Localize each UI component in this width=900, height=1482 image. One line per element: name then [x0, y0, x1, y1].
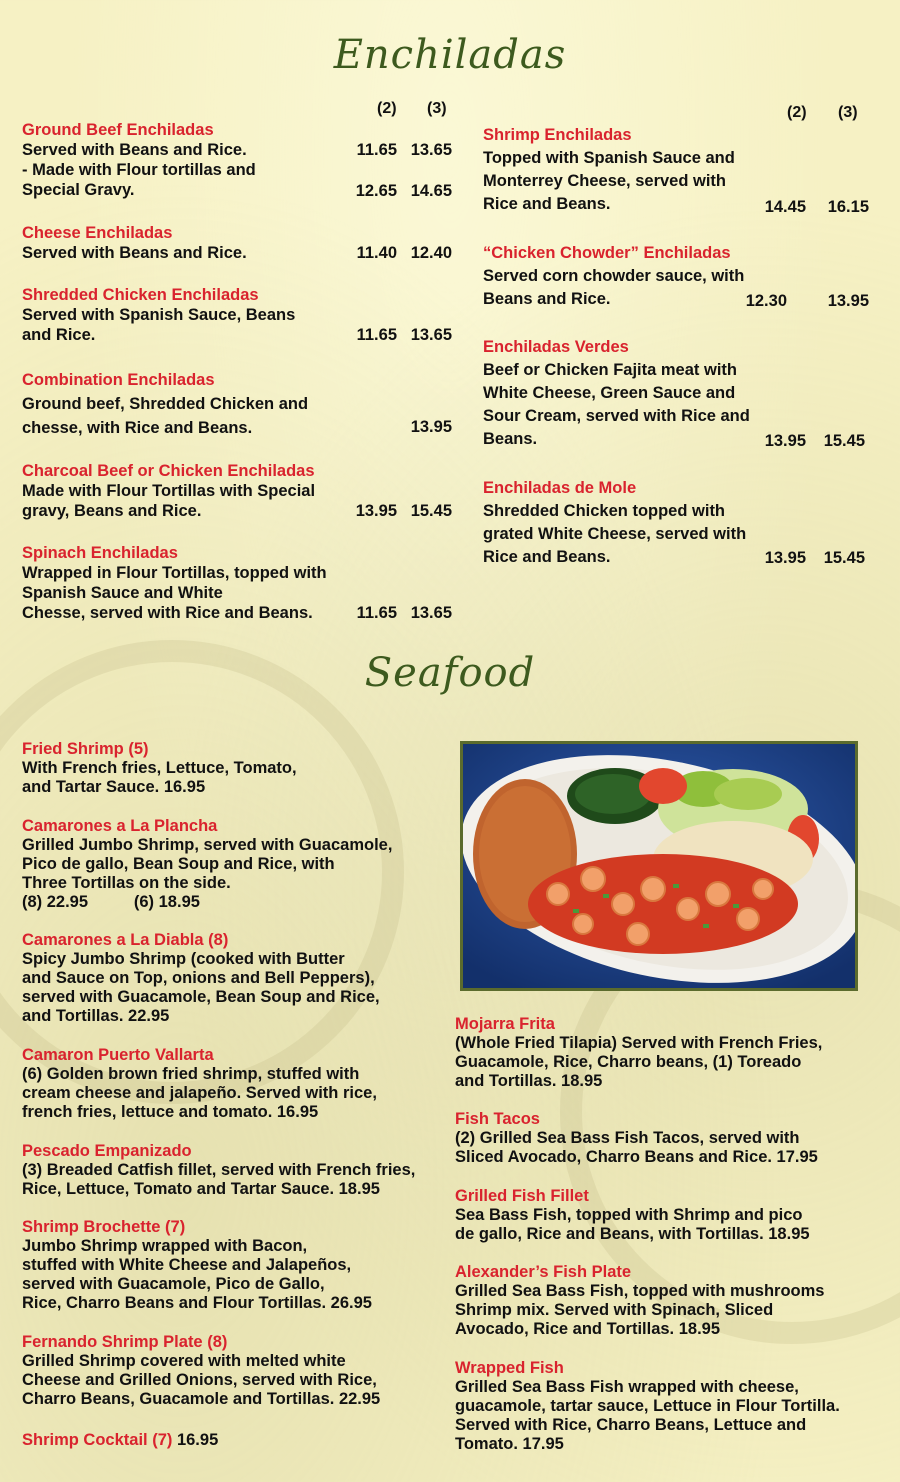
price-2: 13.95	[764, 432, 806, 450]
seafood-plate-illustration	[463, 744, 855, 988]
item-desc: french fries, lettuce and tomato. 16.95	[22, 1103, 319, 1121]
item-name: Wrapped Fish	[455, 1359, 564, 1377]
item-desc: Beef or Chicken Fajita meat with	[483, 361, 737, 379]
item-desc: Wrapped in Flour Tortillas, topped with	[22, 564, 327, 582]
menu-item-fernando-shrimp-plate	[22, 1333, 452, 1409]
price-3: 13.65	[410, 604, 452, 622]
item-name: Cheese Enchiladas	[22, 224, 173, 242]
item-name: Camarones a La Diabla (8)	[22, 931, 229, 949]
price-3: 16.15	[827, 198, 869, 216]
item-desc: Served with Spanish Sauce, Beans	[22, 306, 296, 324]
item-name: Enchiladas de Mole	[483, 479, 637, 497]
item-desc: served with Guacamole, Bean Soup and Rice,	[22, 988, 380, 1006]
item-desc: Rice and Beans.	[483, 195, 611, 213]
price-2: 11.40	[356, 244, 397, 262]
item-desc: White Cheese, Green Sauce and	[483, 384, 736, 402]
price-2: 11.65	[356, 604, 397, 622]
menu-item-camaron-puerto-vallarta	[22, 1046, 452, 1122]
item-name: Shrimp Enchiladas	[483, 126, 632, 144]
item-name: Shrimp Cocktail (7)	[22, 1431, 173, 1449]
item-name: Shrimp Brochette (7)	[22, 1218, 186, 1236]
menu-item-mojarra-frita	[455, 1015, 885, 1091]
item-desc: Monterrey Cheese, served with	[483, 172, 727, 190]
price-2: 12.30	[745, 292, 787, 310]
menu-item-grilled-fish-fillet	[455, 1187, 885, 1244]
price-2: 14.45	[764, 198, 806, 216]
item-name: Ground Beef Enchiladas	[22, 121, 214, 139]
menu-item-combination-enchiladas	[22, 371, 462, 441]
item-desc: Sea Bass Fish, topped with Shrimp and pico	[455, 1206, 803, 1224]
price-3: 13.65	[410, 326, 452, 344]
item-desc: Special Gravy.	[22, 181, 135, 199]
item-desc: Spanish Sauce and White	[22, 584, 223, 602]
item-desc: - Made with Flour tortillas and	[22, 161, 256, 179]
item-desc: Grilled Sea Bass Fish, topped with mushrooms	[455, 1282, 825, 1300]
menu-item-cheese-enchiladas	[22, 224, 462, 269]
price-2: 12.65	[355, 182, 397, 200]
item-desc: Guacamole, Rice, Charro beans, (1) Toreado	[455, 1053, 802, 1071]
menu-item-enchiladas-verdes	[483, 338, 883, 453]
menu-item-shrimp-enchiladas	[483, 126, 883, 221]
menu-item-charcoal-enchiladas	[22, 462, 462, 527]
item-desc: Sour Cream, served with Rice and	[483, 407, 750, 425]
item-desc: served with Guacamole, Pico de Gallo,	[22, 1275, 325, 1293]
item-desc: Rice, Charro Beans and Flour Tortillas. 26.95	[22, 1294, 372, 1312]
item-desc: Shrimp mix. Served with Spinach, Sliced	[455, 1301, 774, 1319]
item-desc: chesse, with Rice and Beans.	[22, 419, 253, 437]
price-3: 13.95	[827, 292, 869, 310]
menu-item-shredded-chicken-enchiladas	[22, 286, 462, 351]
price-2: 11.65	[356, 326, 397, 344]
item-desc: Charro Beans, Guacamole and Tortillas. 22.95	[22, 1390, 381, 1408]
menu-item-shrimp-cocktail	[22, 1430, 452, 1450]
item-name: Shredded Chicken Enchiladas	[22, 286, 259, 304]
item-price: 16.95	[172, 1431, 219, 1449]
item-name: Charcoal Beef or Chicken Enchiladas	[22, 462, 315, 480]
item-name: Combination Enchiladas	[22, 371, 215, 389]
left-col-header-2: (2)	[377, 100, 397, 117]
item-desc: With French fries, Lettuce, Tomato,	[22, 759, 297, 777]
item-desc: Cheese and Grilled Onions, served with Rice,	[22, 1371, 377, 1389]
item-desc: (3) Breaded Catfish fillet, served with French fries,	[22, 1161, 416, 1179]
seafood-plate-photo	[460, 741, 858, 991]
menu-item-alexanders-fish-plate	[455, 1263, 885, 1339]
menu-item-chicken-chowder-enchiladas	[483, 244, 883, 314]
item-name: Fish Tacos	[455, 1110, 540, 1128]
item-desc: Served corn chowder sauce, with	[483, 267, 745, 285]
item-desc: Grilled Shrimp covered with melted white	[22, 1352, 346, 1370]
item-desc: and Tartar Sauce. 16.95	[22, 778, 206, 796]
seafood-title: Seafood	[364, 650, 536, 696]
item-desc: Beans.	[483, 430, 538, 448]
price-3: 14.65	[410, 182, 452, 200]
price-3: 12.40	[410, 244, 452, 262]
item-desc: Ground beef, Shredded Chicken and	[22, 395, 309, 413]
menu-item-shrimp-brochette	[22, 1218, 452, 1313]
item-desc: Beans and Rice.	[483, 290, 611, 308]
item-desc: and Rice.	[22, 326, 96, 344]
item-name: Pescado Empanizado	[22, 1142, 192, 1160]
item-name: Mojarra Frita	[455, 1015, 555, 1033]
item-desc: Pico de gallo, Bean Soup and Rice, with	[22, 855, 335, 873]
item-name: Fernando Shrimp Plate (8)	[22, 1333, 228, 1351]
item-desc: (2) Grilled Sea Bass Fish Tacos, served with	[455, 1129, 800, 1147]
item-desc: (Whole Fried Tilapia) Served with French Fries,	[455, 1034, 823, 1052]
item-desc: and Sauce on Top, onions and Bell Peppers),	[22, 969, 375, 987]
menu-item-pescado-empanizado	[22, 1142, 452, 1199]
item-desc: cream cheese and jalapeño. Served with rice,	[22, 1084, 377, 1102]
menu-item-ground-beef-enchiladas	[22, 121, 462, 211]
menu-item-spinach-enchiladas	[22, 544, 462, 629]
item-desc: Rice and Beans.	[483, 548, 611, 566]
price-2: 11.65	[356, 141, 397, 159]
item-desc: gravy, Beans and Rice.	[22, 502, 202, 520]
item-desc: Topped with Spanish Sauce and	[483, 149, 735, 167]
menu-item-enchiladas-de-mole	[483, 479, 883, 574]
item-desc: Tomato. 17.95	[455, 1435, 564, 1453]
left-col-header-3: (3)	[427, 100, 447, 117]
item-name: Spinach Enchiladas	[22, 544, 178, 562]
item-desc: Shredded Chicken topped with	[483, 502, 726, 520]
item-desc: grated White Cheese, served with	[483, 525, 747, 543]
item-desc: and Tortillas. 22.95	[22, 1007, 170, 1025]
item-name: Grilled Fish Fillet	[455, 1187, 589, 1205]
item-desc: Served with Beans and Rice.	[22, 244, 247, 262]
price-3: 13.95	[410, 418, 452, 436]
price-3: 15.45	[823, 549, 865, 567]
price-2: 13.95	[764, 549, 806, 567]
menu-item-fish-tacos	[455, 1110, 885, 1167]
price-3: 13.65	[410, 141, 452, 159]
item-name: Alexander’s Fish Plate	[455, 1263, 632, 1281]
item-name: “Chicken Chowder” Enchiladas	[483, 244, 731, 262]
item-desc: Sliced Avocado, Charro Beans and Rice. 17.95	[455, 1148, 818, 1166]
item-name: Fried Shrimp (5)	[22, 740, 149, 758]
item-desc: Avocado, Rice and Tortillas. 18.95	[455, 1320, 721, 1338]
price-3: 15.45	[823, 432, 865, 450]
item-desc: Made with Flour Tortillas with Special	[22, 482, 316, 500]
menu-item-camarones-plancha	[22, 817, 452, 912]
item-desc: (6) Golden brown fried shrimp, stuffed with	[22, 1065, 360, 1083]
item-name: Camarones a La Plancha	[22, 817, 218, 835]
item-desc: stuffed with White Cheese and Jalapeños,	[22, 1256, 352, 1274]
item-desc: guacamole, tartar sauce, Lettuce in Flour Tortilla.	[455, 1397, 840, 1415]
item-desc: de gallo, Rice and Beans, with Tortillas. 18.95	[455, 1225, 810, 1243]
item-desc: Served with Beans and Rice.	[22, 141, 247, 159]
item-desc: and Tortillas. 18.95	[455, 1072, 603, 1090]
menu-item-fried-shrimp	[22, 740, 452, 797]
item-desc: Spicy Jumbo Shrimp (cooked with Butter	[22, 950, 345, 968]
item-desc: Grilled Sea Bass Fish wrapped with cheese,	[455, 1378, 799, 1396]
item-desc: (8) 22.95 (6) 18.95	[22, 893, 200, 911]
item-desc: Three Tortillas on the side.	[22, 874, 231, 892]
item-desc: Rice, Lettuce, Tomato and Tartar Sauce. 18.95	[22, 1180, 380, 1198]
item-desc: Chesse, served with Rice and Beans.	[22, 604, 313, 622]
item-name: Enchiladas Verdes	[483, 338, 629, 356]
enchiladas-title: Enchiladas	[333, 32, 567, 78]
item-name: Camaron Puerto Vallarta	[22, 1046, 214, 1064]
menu-item-wrapped-fish	[455, 1359, 885, 1454]
menu-item-camarones-diabla	[22, 931, 452, 1026]
item-desc: Grilled Jumbo Shrimp, served with Guacamole,	[22, 836, 393, 854]
price-2: 13.95	[355, 502, 397, 520]
right-col-header-2: (2)	[787, 104, 807, 121]
item-desc: Jumbo Shrimp wrapped with Bacon,	[22, 1237, 308, 1255]
right-col-header-3: (3)	[838, 104, 858, 121]
price-3: 15.45	[410, 502, 452, 520]
item-desc: Served with Rice, Charro Beans, Lettuce and	[455, 1416, 807, 1434]
